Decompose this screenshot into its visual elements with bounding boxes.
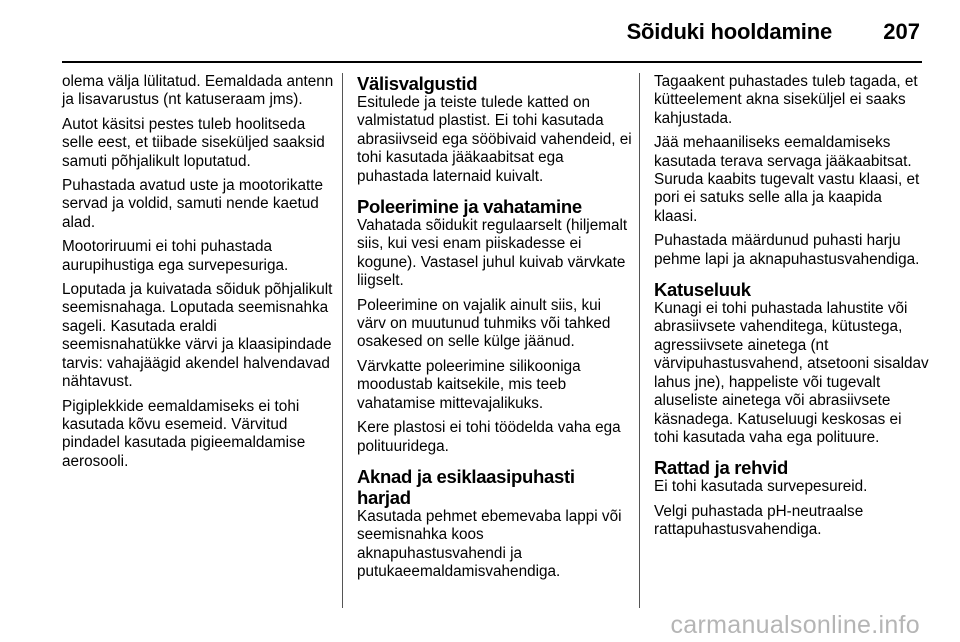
section-heading: Aknad ja esiklaasipuhasti harjad <box>357 465 575 508</box>
paragraph: Loputada ja kuivatada sõiduk põhjalikult seemisnahaga. Loputada seemisnahka sageli. Kasutada eraldi seemisnahatükke värvi ja klaasipindade tarvis: vahajäägid akendel halvendavad nähtavust. <box>62 281 333 391</box>
paragraph: Värvkatte poleerimine silikooniga moodustab kaitsekile, mis teeb vahatamise mittevajalikuks. <box>357 357 581 412</box>
paragraph: Kunagi ei tohi puhastada lahustite või abrasiivsete vahenditega, kütustega, agressiivsete ainetega (nt värvipuhastusvahend, atsetooni sisaldav lahus jne), happeliste või tugevalt aluseliste ainetega või abrasiivsete käsnadega. Katuseluugi keskosas ei tohi kasutada vaha ega polituure. <box>654 300 929 446</box>
paragraph: Velgi puhastada pH-neutraalse rattapuhastusvahendiga. <box>654 502 864 539</box>
section-heading: Poleerimine ja vahatamine <box>357 196 582 218</box>
watermark: carmanualsonline.info <box>670 611 920 639</box>
column-3 <box>654 73 929 546</box>
section-exterior-lights <box>357 73 632 186</box>
paragraph: Ei tohi kasutada survepesureid. <box>654 478 868 496</box>
paragraph: Puhastada määrdunud puhasti harju pehme lapi ja aknapuhastusvahendiga. <box>654 232 920 268</box>
section-polishing-waxing <box>357 196 632 456</box>
section-heading: Katuseluuk <box>654 279 751 301</box>
column-divider <box>342 73 343 608</box>
paragraph: Poleerimine on vajalik ainult siis, kui värv on muutunud tuhmiks või tahked osakesed on selle külge jäänud. <box>357 296 611 351</box>
header-divider <box>62 61 922 63</box>
paragraph: Tagaakent puhastades tuleb tagada, et kütteelement akna siseküljel ei saaks kahjustada. <box>654 73 918 127</box>
column-1 <box>62 73 337 477</box>
page-title: Sõiduki hooldamine <box>626 19 832 44</box>
paragraph: Kasutada pehmet ebemevaba lappi või seemisnahka koos aknapuhastusvahendi ja putukaeemaldamisvahendiga. <box>357 507 622 581</box>
paragraph: Autot käsitsi pestes tuleb hoolitseda selle eest, et tiibade siseküljed saaksid samuti põhjalikult loputatud. <box>62 115 325 170</box>
page-number: 207 <box>883 19 920 44</box>
section-wheels-tyres <box>654 457 929 539</box>
page-header <box>0 0 960 62</box>
column-divider <box>639 73 640 608</box>
column-2 <box>357 73 632 588</box>
paragraph: Mootoriruumi ei tohi puhastada aurupihustiga ega survepesuriga. <box>62 238 289 274</box>
paragraph: Puhastada avatud uste ja mootorikatte servad ja voldid, samuti nende kaetud alad. <box>62 177 324 231</box>
paragraph: Jää mehaaniliseks eemaldamiseks kasutada terava servaga jääkaabitsat. Suruda kaabits tugevalt vastu klaasi, et pori ei satuks selle alla ja kaapida klaasi. <box>654 134 920 225</box>
paragraph: olema välja lülitatud. Eemaldada antenn ja lisavarustus (nt katuseraam jms). <box>62 73 334 109</box>
paragraph: Esitulede ja teiste tulede katted on valmistatud plastist. Ei tohi kasutada abrasiivseid ega sööbivaid vahendeid, ei tohi kasutada jääkaabitsat ega puhastada laternaid kuivalt. <box>357 94 632 185</box>
paragraph: Pigiplekkide eemaldamiseks ei tohi kasutada kõvu esemeid. Värvitud pindadel kasutada pigieemaldamise aerosooli. <box>62 397 306 470</box>
paragraph: Vahatada sõidukit regulaarselt (hiljemalt siis, kui vesi enam piiskadesse ei kogune). Vastasel juhul kuivab värvkate liigselt. <box>357 217 628 290</box>
section-heading: Välisvalgustid <box>357 73 478 94</box>
section-windows-wipers <box>357 466 632 582</box>
paragraph: Kere plastosi ei tohi töödelda vaha ega polituuridega. <box>357 419 621 455</box>
section-sunroof <box>654 279 929 447</box>
section-heading: Rattad ja rehvid <box>654 457 788 479</box>
